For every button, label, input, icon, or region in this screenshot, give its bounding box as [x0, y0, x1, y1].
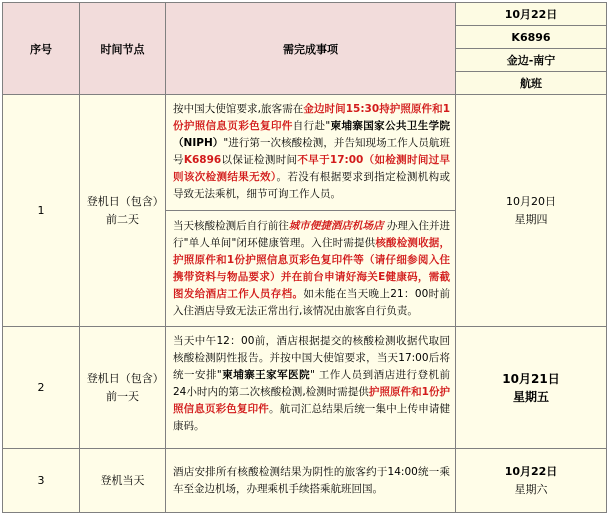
row-1-time-node: 登机日（包含）前二天	[80, 95, 166, 327]
task-divider	[166, 210, 455, 211]
row-3-date-weekday: 星期六	[514, 482, 548, 496]
row-3-date	[456, 449, 607, 513]
row-2-date	[456, 327, 607, 449]
header-flight-date: 10月22日	[456, 3, 607, 26]
table-row	[3, 449, 607, 513]
header-task: 需完成事项	[166, 3, 456, 95]
header-seq: 序号	[3, 3, 80, 95]
schedule-table	[2, 2, 607, 513]
row-1-task-part-a: 按中国大使馆要求,旅客需在金边时间15:30持护照原件和1份护照信息页彩色复印件自行赴"柬埔寨国家公共卫生学院（NIPH）"进行第一次核酸检测，并告知现场工作人员航班号K6896以保证检测时间不早于17:00（如检测时间过早则该次检测结果无效）。若没有根据要求到指定检测机构或导致无法乘机，细节可询工作人员。	[173, 103, 451, 200]
header-route: 金边-南宁	[456, 49, 607, 72]
row-3-task: 酒店安排所有核酸检测结果为阴性的旅客约于14:00统一乘车至金边机场，办理乘机手续搭乘航班回国。	[166, 449, 456, 513]
row-2-date-day: 10月21日	[502, 371, 560, 386]
row-1-task	[166, 95, 456, 327]
header-flight-number: K6896	[456, 26, 607, 49]
row-1-task-part-b: 当天核酸检测后自行前往城市便捷酒店机场店 办理入住并进行"单人单间"闭环健康管理。入住时需提供核酸检测收据，护照原件和1份护照信息页彩色复印件等（请仔细参阅入住携带资料与物品要求）并在前台申请好海关E健康码，需截图发给酒店工作人员存档。如未能在当天晚上21：00时前入住酒店导致无法正常出行,该情况由旅客自行负责。	[173, 220, 451, 317]
table-row	[3, 95, 607, 327]
row-2-task: 当天中午12：00前，酒店根据提交的核酸检测收据代取回核酸检测阴性报告。并按中国大使馆要求，当天17:00后将统一安排"柬埔寨王家军医院" 工作人员到酒店进行登机前24小时内的第二次核酸检测,检测时需提供护照原件和1份护照信息页彩色复印件。航司汇总结果后统一集中上传申请健康码。	[166, 327, 456, 449]
row-3-time-node: 登机当天	[80, 449, 166, 513]
row-3-date-day: 10月22日	[504, 464, 558, 478]
table-row	[3, 327, 607, 449]
row-1-seq: 1	[3, 95, 80, 327]
row-2-time-node: 登机日（包含）前一天	[80, 327, 166, 449]
row-1-date-weekday: 星期四	[514, 212, 548, 226]
row-3-seq: 3	[3, 449, 80, 513]
row-2-seq: 2	[3, 327, 80, 449]
row-1-date	[456, 95, 607, 327]
row-1-date-day: 10月20日	[506, 194, 556, 208]
row-2-date-weekday: 星期五	[512, 389, 549, 404]
header-time-node: 时间节点	[80, 3, 166, 95]
header-flight-label: 航班	[456, 72, 607, 95]
